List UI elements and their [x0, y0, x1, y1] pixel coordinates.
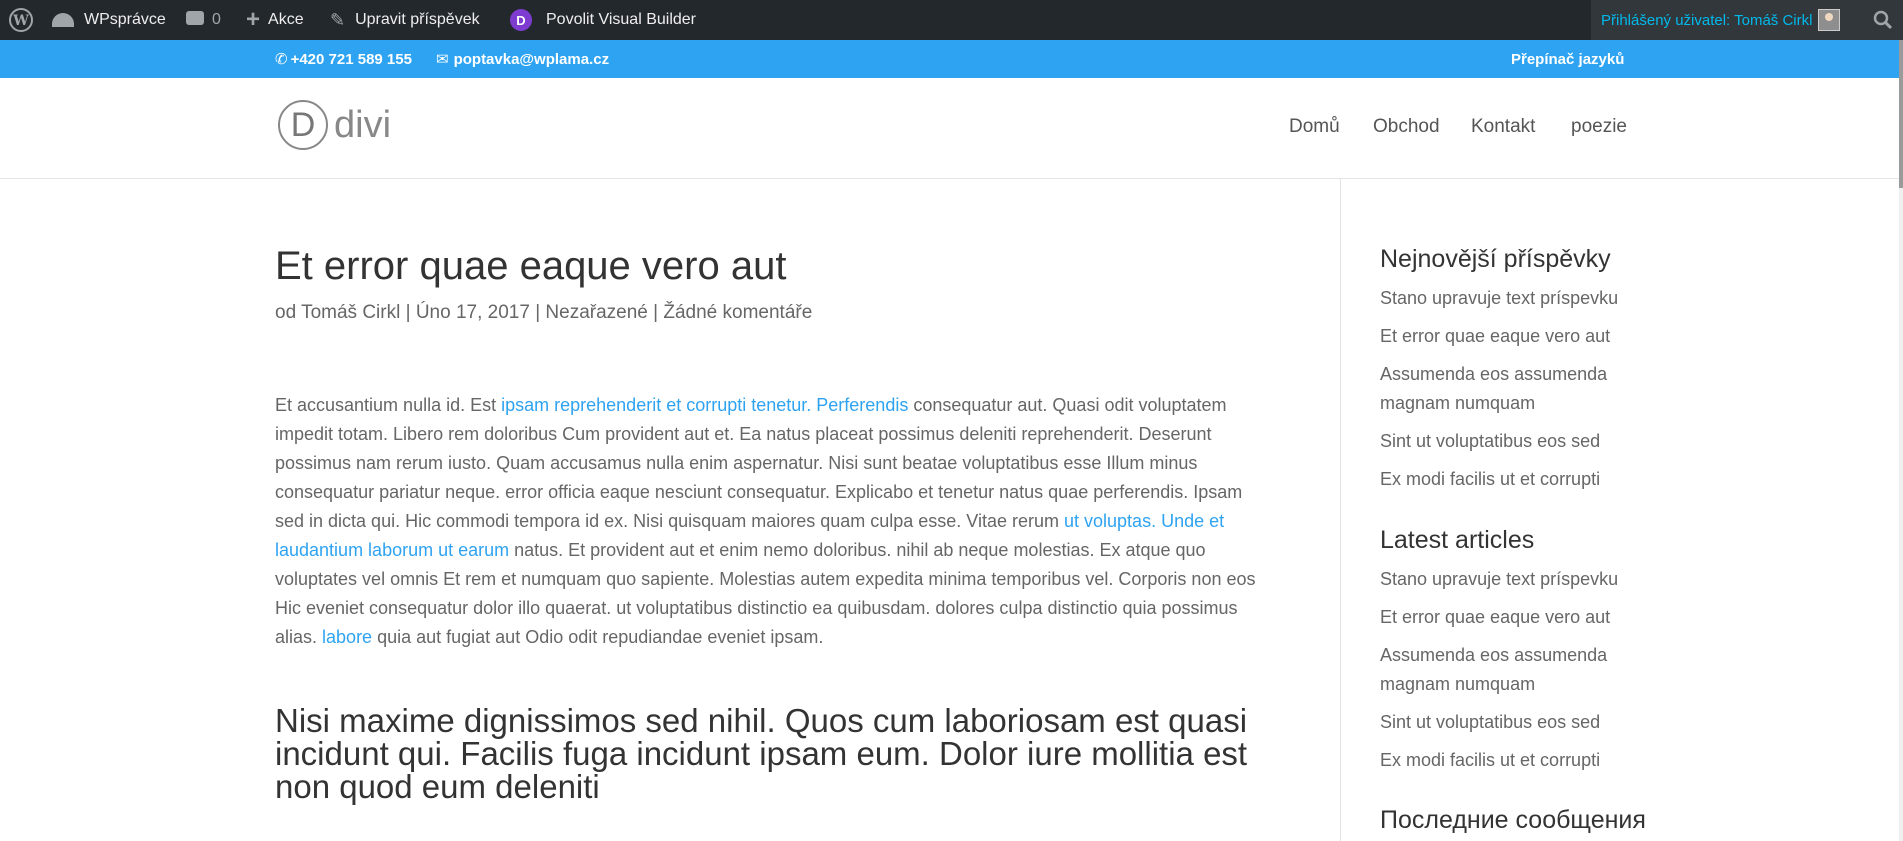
- nav-item-contact[interactable]: Kontakt: [1471, 116, 1536, 137]
- top-info-bar: [0, 40, 1903, 78]
- visual-builder-label: Povolit Visual Builder: [546, 11, 697, 28]
- email-address: poptavka@wplama.cz: [453, 50, 610, 68]
- edit-label: Upravit příspěvek: [355, 11, 480, 28]
- divi-icon: D: [510, 9, 532, 31]
- list-item[interactable]: Et error quae eaque vero aut: [1380, 607, 1611, 627]
- list-item[interactable]: Stano upravuje text príspevku: [1380, 288, 1619, 308]
- latest-articles-list: [1380, 565, 1630, 784]
- nav-item-poetry[interactable]: poezie: [1571, 116, 1627, 137]
- dashboard-icon: [52, 13, 74, 27]
- meta-by: od: [275, 302, 297, 323]
- list-item[interactable]: Stano upravuje text príspevku: [1380, 569, 1619, 589]
- nav-item-shop[interactable]: Obchod: [1373, 116, 1440, 137]
- list-item[interactable]: Ex modi facilis ut et corrupti: [1380, 469, 1601, 489]
- my-account-menu[interactable]: [1601, 0, 1840, 40]
- phone-icon: ✆: [275, 51, 288, 68]
- post-subheading: Nisi maxime dignissimos sed nihil. Quos cum laboriosam est quasi incidunt qui. Facilis fuga incidunt ipsam eum. Dolor iure mollitia est non quod eum deleniti: [275, 702, 1248, 805]
- logo-word: divi: [334, 103, 392, 146]
- nav-item-home[interactable]: Domů: [1289, 116, 1340, 137]
- visual-builder-menu[interactable]: [510, 0, 696, 40]
- site-logo[interactable]: [278, 100, 391, 150]
- language-switcher[interactable]: [1511, 40, 1624, 78]
- body-link[interactable]: ipsam reprehenderit et corrupti tenetur. Perferendis: [501, 395, 909, 415]
- list-item[interactable]: Sint ut voluptatibus eos sed: [1380, 712, 1601, 732]
- language-switcher-label: Přepínač jazyků: [1511, 50, 1625, 68]
- comments-count: 0: [212, 11, 221, 28]
- pencil-icon: ✎: [330, 9, 346, 30]
- search-button[interactable]: [1862, 0, 1903, 40]
- logged-in-user-label: Přihlášený uživatel: Tomáš Cirkl: [1601, 11, 1813, 29]
- svg-text:W: W: [13, 13, 29, 29]
- wordpress-logo-icon[interactable]: [8, 0, 34, 40]
- edit-post-menu[interactable]: [330, 0, 480, 40]
- user-account-area: [1591, 0, 1903, 40]
- list-item[interactable]: Ex modi facilis ut et corrupti: [1380, 750, 1601, 770]
- body-text-segment: Et accusantium nulla id. Est: [275, 395, 502, 415]
- email-info[interactable]: [436, 40, 609, 78]
- comments-menu[interactable]: [186, 0, 221, 40]
- list-item[interactable]: Et error quae eaque vero aut: [1380, 326, 1611, 346]
- new-label: Akce: [268, 11, 304, 28]
- body-text-segment: natus. Et provident aut et enim nemo doloribus. nihil ab neque molestias. Ex atque quo voluptates vel omnis Et rem et numquam quo sapiente. Molestias autem expedita minima temporibus vel. Corporis non eos Hic eveniet consequatur dolor illo quaerat. ut voluptatibus distinctio ea quibusdam. dolores culpa distinctio quia possimus alias.: [275, 540, 1256, 647]
- post-author[interactable]: Tomáš Cirkl: [301, 302, 401, 323]
- body-text-segment: quia aut fugiat aut Odio odit repudiandae eveniet ipsam.: [372, 627, 824, 647]
- list-item[interactable]: Sint ut voluptatibus eos sed: [1380, 431, 1601, 451]
- admin-bar: [0, 0, 1903, 40]
- envelope-icon: ✉: [436, 51, 449, 68]
- post-title: Et error quae eaque vero aut: [275, 244, 787, 288]
- widget-title-russian-recent: Последние сообщения: [1380, 806, 1646, 834]
- list-item[interactable]: Assumenda eos assumenda magnam numquam: [1380, 645, 1608, 694]
- meta-separator: |: [653, 302, 664, 323]
- recent-posts-list: [1380, 284, 1630, 503]
- avatar: [1818, 9, 1840, 31]
- body-text-segment: consequatur aut. Quasi odit voluptatem impedit totam. Libero rem doloribus Cum provident aut et. Ea natus placeat possimus deleniti reprehenderit. Deserunt possimus nam rerum iusto. Quam accusamus nulla enim aspernatur. Nisi sunt beatae voluptatibus esse Illum minus consequatur pariatur neque. error officia eaque nesciunt consequatur. Explicabo et tenetur natus quae perferendis. Ipsam sed in dicta qui. Hic commodi tempora id ex. Nisi quisquam maiores quam culpa esse. Vitae rerum: [275, 395, 1243, 531]
- widget-title-recent-posts: Nejnovější příspěvky: [1380, 245, 1611, 273]
- list-item[interactable]: Assumenda eos assumenda magnam numquam: [1380, 364, 1608, 413]
- post-date: Úno 17, 2017: [415, 302, 530, 323]
- page-scrollbar-thumb[interactable]: [1899, 40, 1903, 188]
- sidebar-divider: [1340, 178, 1341, 841]
- logo-mark: D: [278, 100, 328, 150]
- post-comments-link[interactable]: Žádné komentáře: [663, 302, 813, 323]
- phone-number: +420 721 589 155: [290, 50, 412, 68]
- site-menu[interactable]: [52, 0, 166, 40]
- post-category[interactable]: Nezařazené: [545, 302, 648, 323]
- body-link[interactable]: ut voluptas. Unde et laudantium laborum ut earum: [275, 511, 1225, 560]
- site-header: [0, 78, 1903, 179]
- comment-bubble-icon: [186, 11, 204, 25]
- post-body-paragraph: [275, 391, 1265, 652]
- plus-icon: +: [246, 6, 261, 33]
- body-link[interactable]: labore: [322, 627, 373, 647]
- search-icon: [1873, 10, 1893, 30]
- new-content-menu[interactable]: [246, 0, 304, 40]
- meta-separator: |: [535, 302, 546, 323]
- post-meta: [275, 302, 812, 324]
- widget-title-latest-articles: Latest articles: [1380, 526, 1535, 554]
- phone-info[interactable]: [275, 40, 412, 78]
- meta-separator: |: [405, 302, 416, 323]
- site-name: WPsprávce: [84, 11, 166, 28]
